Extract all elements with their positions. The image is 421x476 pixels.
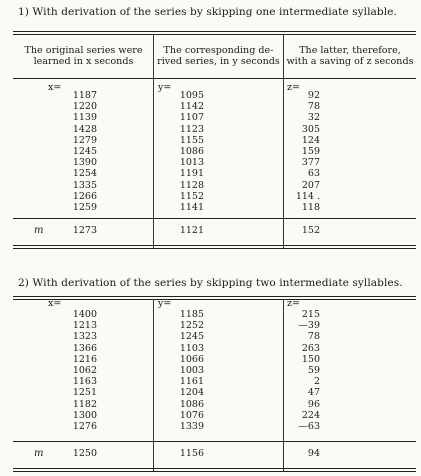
table1-row-5-x: 1279 [72, 134, 97, 146]
table2-row-1-x: 1400 [72, 309, 97, 320]
table1-row-2-x: 1220 [72, 101, 97, 113]
table2-row-8-z: 47 [307, 387, 320, 399]
table2-row-6-y: 1003 [179, 365, 204, 376]
table1-row-3-y: 1107 [179, 112, 204, 124]
table2-top-rule [13, 296, 416, 297]
table2-row-9-y: 1086 [179, 398, 204, 410]
table2-row-6-x: 1062 [72, 365, 97, 376]
table1-row-3-z: 32 [307, 112, 320, 124]
table2-mean-z: 94 [307, 448, 320, 459]
table1-col-label-y: y= [158, 82, 172, 93]
table2-row-2-z: —39 [298, 320, 320, 332]
table1-row-4-x: 1428 [72, 123, 97, 135]
table1-header-z: The latter, therefore, with a saving of z seconds [286, 45, 414, 67]
table2-row-11-x: 1276 [72, 421, 97, 432]
table2-bottom-rule-double [13, 471, 416, 472]
table1-title: 1) With derivation of the series by skipping one intermediate syllable. [18, 6, 397, 18]
table1-bottom-rule-double [13, 248, 416, 249]
table2-row-2-y: 1252 [179, 320, 204, 332]
table2-row-8-y: 1204 [179, 387, 204, 399]
table2-mean-y: 1156 [179, 448, 204, 459]
table1-row-7-z: 377 [301, 157, 320, 169]
table1-header-y: The corresponding de- rived series, in y seconds [157, 45, 280, 67]
table2-row-5-x: 1216 [72, 353, 97, 365]
table1-row-3-x: 1139 [72, 112, 97, 124]
table1-row-8-z: 63 [307, 168, 320, 180]
table2-row-9-x: 1182 [72, 398, 97, 410]
table2-row-10-y: 1076 [179, 409, 204, 421]
table1-mean-z: 152 [301, 225, 320, 236]
table2-top-rule-double [13, 299, 416, 300]
table1-row-11-x: 1259 [72, 202, 97, 213]
table1-row-11-z: 118 [301, 202, 320, 213]
table1-header-x: The original series were learned in x seconds [24, 45, 143, 67]
table1-top-rule-double [13, 34, 416, 35]
table2-row-3-z: 78 [307, 331, 320, 343]
table2-row-7-y: 1161 [179, 376, 204, 388]
table2-mean-label: m [34, 448, 44, 459]
table1-row-2-y: 1142 [179, 101, 204, 113]
table1-row-8-x: 1254 [72, 168, 97, 180]
table2-row-7-x: 1163 [72, 376, 97, 388]
table1-row-1-x: 1187 [72, 90, 97, 101]
table1-row-6-y: 1086 [179, 146, 204, 157]
table2-row-9-z: 96 [307, 398, 320, 410]
table2-row-10-x: 1300 [72, 409, 97, 421]
table1-row-7-x: 1390 [72, 157, 97, 169]
table2-row-6-z: 59 [307, 365, 320, 376]
table1-col-label-z: z= [287, 82, 300, 93]
table1-row-10-y: 1152 [179, 190, 204, 202]
table1-mean-x: 1273 [72, 225, 97, 236]
table1-row-1-z: 92 [307, 90, 320, 101]
table2-col-label-z: z= [287, 298, 300, 309]
table1-row-9-z: 207 [301, 179, 320, 191]
table2-bottom-rule [13, 468, 416, 469]
table2-row-3-x: 1323 [72, 331, 97, 343]
table1-row-8-y: 1191 [179, 168, 204, 180]
table2-row-10-z: 224 [301, 409, 320, 421]
table1-row-5-z: 124 [301, 134, 320, 146]
table2-row-7-z: 2 [313, 376, 320, 388]
table1-mean-label: m [34, 225, 44, 236]
table1-top-rule [13, 31, 416, 32]
table2-row-4-z: 263 [301, 342, 320, 354]
table1-row-2-z: 78 [307, 101, 320, 113]
table2-col-divider-2 [283, 299, 284, 472]
table1-row-1-y: 1095 [179, 90, 204, 101]
table1-row-4-y: 1123 [179, 123, 204, 135]
table2-col-divider-1 [153, 299, 154, 472]
table2-mean-x: 1250 [72, 448, 97, 459]
table2-row-1-z: 215 [301, 309, 320, 320]
table2-row-8-x: 1251 [72, 387, 97, 399]
table2-row-4-y: 1103 [179, 342, 204, 354]
table1-row-5-y: 1155 [179, 134, 204, 146]
table2-col-label-x: x= [48, 298, 62, 309]
table1-row-9-y: 1128 [179, 179, 204, 191]
table2-row-3-y: 1245 [179, 331, 204, 343]
table1-col-label-x: x= [48, 82, 62, 93]
table1-bottom-rule [13, 245, 416, 246]
table2-row-4-x: 1366 [72, 342, 97, 354]
table1-row-9-x: 1335 [72, 179, 97, 191]
table2-row-5-z: 150 [301, 353, 320, 365]
table2-row-11-y: 1339 [179, 421, 204, 432]
table2-row-11-z: —63 [298, 421, 320, 432]
table2-mean-rule [13, 441, 416, 442]
table1-row-11-y: 1141 [179, 202, 204, 213]
table1-mean-y: 1121 [179, 225, 204, 236]
table1-row-6-z: 159 [301, 146, 320, 157]
table1-row-10-x: 1266 [72, 190, 97, 202]
table2-row-1-y: 1185 [179, 309, 204, 320]
table1-header-rule [13, 78, 416, 79]
table2-row-5-y: 1066 [179, 353, 204, 365]
table1-row-6-x: 1245 [72, 146, 97, 157]
table2-title: 2) With derivation of the series by skipping two intermediate syllables. [18, 277, 403, 289]
table2-col-label-y: y= [158, 298, 172, 309]
table1-row-10-z: 114 . [295, 190, 320, 202]
table2-row-2-x: 1213 [72, 320, 97, 332]
table1-mean-rule [13, 218, 416, 219]
table1-row-7-y: 1013 [179, 157, 204, 169]
table1-row-4-z: 305 [301, 123, 320, 135]
